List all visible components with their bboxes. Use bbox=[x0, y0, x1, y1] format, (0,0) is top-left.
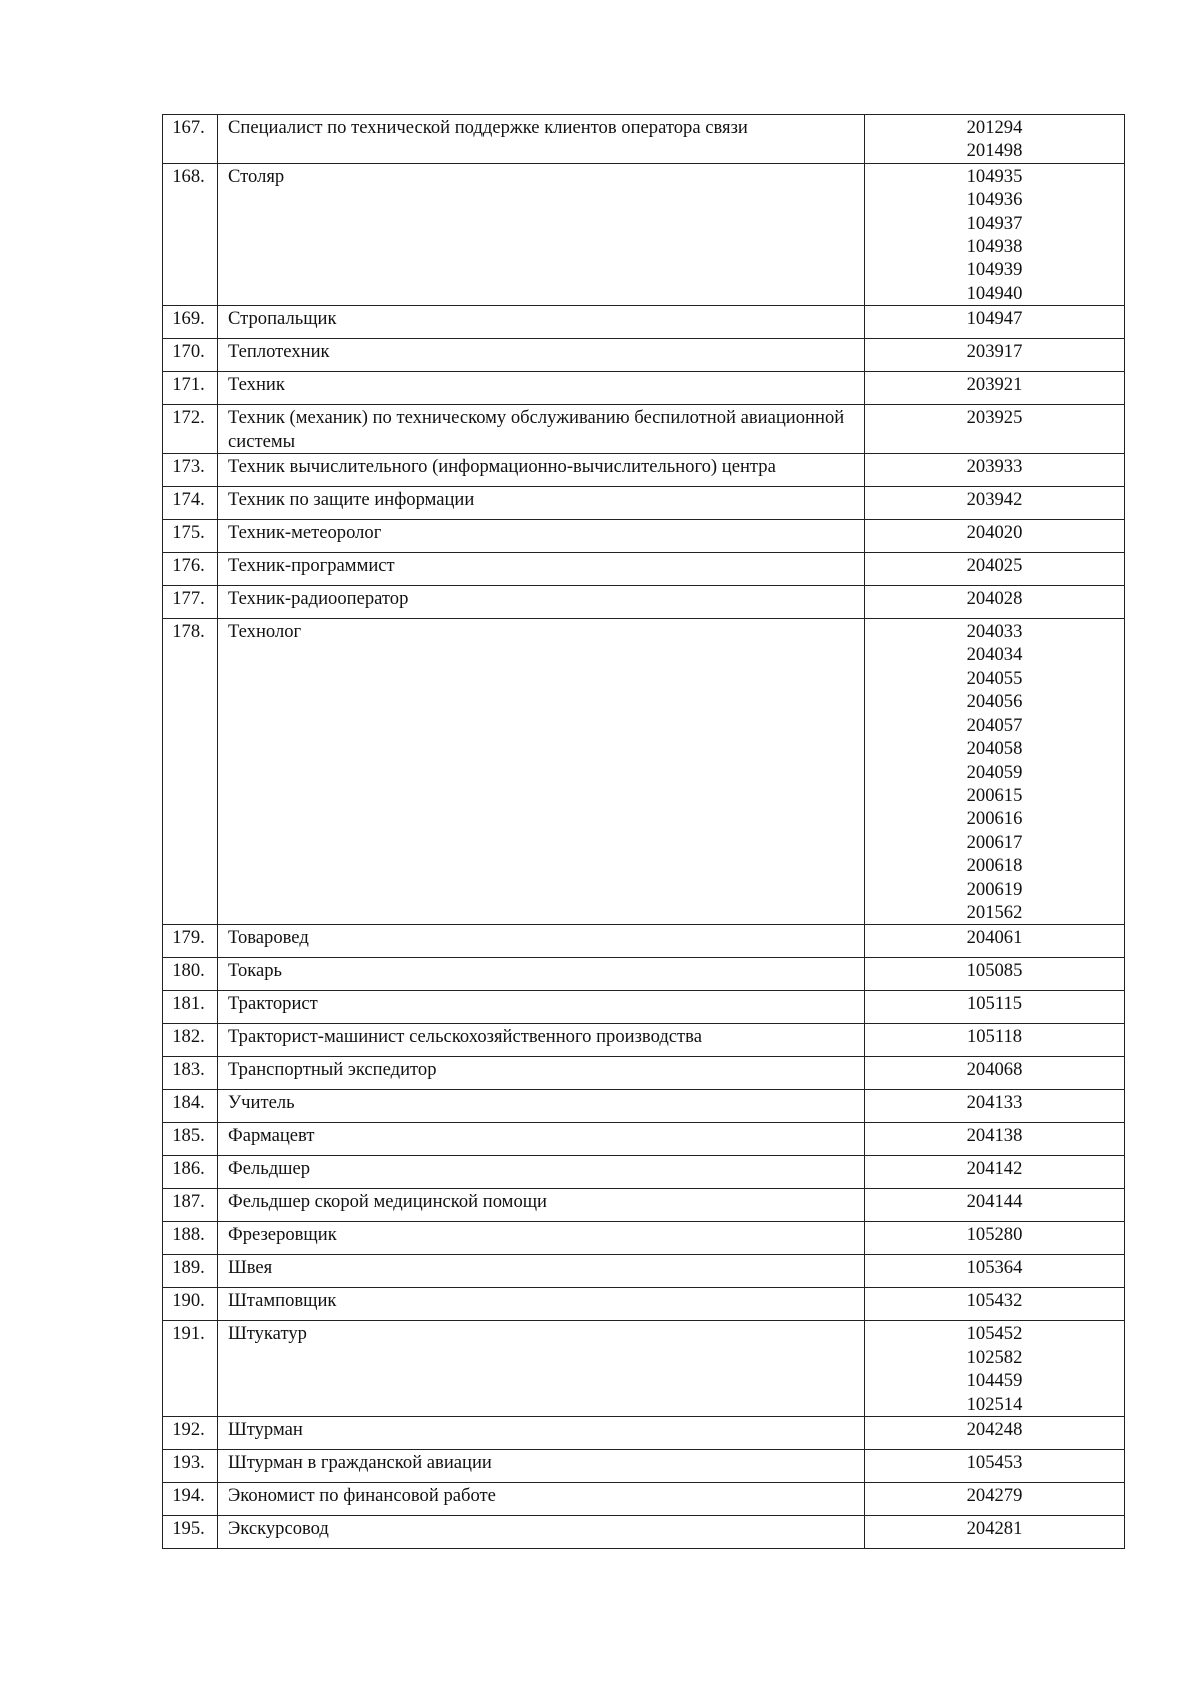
profession-name: Техник bbox=[218, 372, 865, 405]
profession-code: 204028 bbox=[966, 588, 1023, 610]
row-number: 175. bbox=[163, 520, 218, 553]
table-row bbox=[163, 1482, 1125, 1515]
row-number: 183. bbox=[163, 1057, 218, 1090]
professions-table bbox=[162, 114, 1125, 1549]
table-row bbox=[163, 1255, 1125, 1288]
profession-code: 102514 bbox=[966, 1393, 1023, 1415]
table-row bbox=[163, 487, 1125, 520]
profession-code: 104947 bbox=[966, 308, 1023, 330]
profession-name: Штурман bbox=[218, 1416, 865, 1449]
row-number: 182. bbox=[163, 1024, 218, 1057]
profession-name: Фрезеровщик bbox=[218, 1222, 865, 1255]
profession-code: 105115 bbox=[966, 993, 1023, 1015]
profession-code: 104940 bbox=[966, 282, 1023, 304]
profession-code: 200615 bbox=[966, 784, 1023, 806]
table-row bbox=[163, 1123, 1125, 1156]
code-cell bbox=[865, 553, 1125, 586]
profession-name: Техник вычислительного (информационно-вычислительного) центра bbox=[218, 454, 865, 487]
profession-code: 201294 bbox=[966, 117, 1023, 138]
table-row bbox=[163, 553, 1125, 586]
code-cell bbox=[865, 487, 1125, 520]
profession-code: 105280 bbox=[966, 1224, 1023, 1246]
table-row bbox=[163, 1222, 1125, 1255]
profession-name: Теплотехник bbox=[218, 339, 865, 372]
profession-name: Товаровед bbox=[218, 925, 865, 958]
code-cell bbox=[865, 115, 1125, 164]
row-number: 194. bbox=[163, 1482, 218, 1515]
code-cell bbox=[865, 1321, 1125, 1417]
profession-code: 104937 bbox=[966, 212, 1023, 234]
code-cell bbox=[865, 991, 1125, 1024]
row-number: 192. bbox=[163, 1416, 218, 1449]
row-number: 191. bbox=[163, 1321, 218, 1417]
profession-code: 204061 bbox=[966, 927, 1023, 949]
row-number: 169. bbox=[163, 306, 218, 339]
profession-code: 203917 bbox=[966, 341, 1023, 363]
profession-name: Техник-метеоролог bbox=[218, 520, 865, 553]
profession-code: 105118 bbox=[966, 1026, 1023, 1048]
table-row bbox=[163, 405, 1125, 454]
table-row bbox=[163, 1024, 1125, 1057]
code-cell bbox=[865, 1123, 1125, 1156]
table-row bbox=[163, 1515, 1125, 1548]
table-row bbox=[163, 925, 1125, 958]
profession-name: Техник (механик) по техническому обслуживанию беспилотной авиационной системы bbox=[218, 405, 865, 454]
row-number: 179. bbox=[163, 925, 218, 958]
profession-code: 201562 bbox=[966, 901, 1023, 923]
profession-code: 204020 bbox=[966, 522, 1023, 544]
profession-code: 204055 bbox=[966, 667, 1023, 689]
profession-code: 204248 bbox=[966, 1418, 1023, 1440]
code-cell bbox=[865, 339, 1125, 372]
row-number: 178. bbox=[163, 619, 218, 925]
code-cell bbox=[865, 1222, 1125, 1255]
profession-name: Специалист по технической поддержке клиентов оператора связи bbox=[218, 115, 865, 164]
profession-name: Фельдшер скорой медицинской помощи bbox=[218, 1189, 865, 1222]
profession-name: Техник-радиооператор bbox=[218, 586, 865, 619]
row-number: 186. bbox=[163, 1156, 218, 1189]
row-number: 193. bbox=[163, 1449, 218, 1482]
table-row bbox=[163, 115, 1125, 164]
profession-name: Тракторист bbox=[218, 991, 865, 1024]
profession-code: 204056 bbox=[966, 691, 1023, 713]
profession-code: 200616 bbox=[966, 808, 1023, 830]
profession-name: Штурман в гражданской авиации bbox=[218, 1449, 865, 1482]
profession-code: 204068 bbox=[966, 1059, 1023, 1081]
code-cell bbox=[865, 1255, 1125, 1288]
profession-code: 105453 bbox=[966, 1451, 1023, 1473]
row-number: 189. bbox=[163, 1255, 218, 1288]
code-cell bbox=[865, 454, 1125, 487]
profession-code: 204059 bbox=[966, 761, 1023, 783]
profession-name: Фармацевт bbox=[218, 1123, 865, 1156]
profession-code: 204033 bbox=[966, 621, 1023, 643]
profession-code: 204058 bbox=[966, 738, 1023, 760]
table-row bbox=[163, 520, 1125, 553]
profession-name: Фельдшер bbox=[218, 1156, 865, 1189]
table-row bbox=[163, 586, 1125, 619]
table-row bbox=[163, 1288, 1125, 1321]
profession-code: 203921 bbox=[966, 374, 1023, 396]
profession-code: 104938 bbox=[966, 236, 1023, 258]
row-number: 168. bbox=[163, 163, 218, 305]
profession-code: 104936 bbox=[966, 189, 1023, 211]
code-cell bbox=[865, 1482, 1125, 1515]
code-cell bbox=[865, 1189, 1125, 1222]
table-row bbox=[163, 1156, 1125, 1189]
code-cell bbox=[865, 586, 1125, 619]
code-cell bbox=[865, 1288, 1125, 1321]
row-number: 171. bbox=[163, 372, 218, 405]
profession-code: 203942 bbox=[966, 489, 1023, 511]
code-cell bbox=[865, 405, 1125, 454]
profession-code: 204281 bbox=[966, 1517, 1023, 1539]
row-number: 180. bbox=[163, 958, 218, 991]
profession-name: Экономист по финансовой работе bbox=[218, 1482, 865, 1515]
row-number: 184. bbox=[163, 1090, 218, 1123]
profession-code: 204138 bbox=[966, 1125, 1023, 1147]
profession-code: 102582 bbox=[966, 1346, 1023, 1368]
profession-code: 204142 bbox=[966, 1158, 1023, 1180]
row-number: 172. bbox=[163, 405, 218, 454]
row-number: 177. bbox=[163, 586, 218, 619]
profession-name: Токарь bbox=[218, 958, 865, 991]
profession-code: 200617 bbox=[966, 831, 1023, 853]
profession-name: Столяр bbox=[218, 163, 865, 305]
profession-name: Учитель bbox=[218, 1090, 865, 1123]
profession-name: Штамповщик bbox=[218, 1288, 865, 1321]
profession-code: 105364 bbox=[966, 1257, 1023, 1279]
code-cell bbox=[865, 1156, 1125, 1189]
profession-code: 105432 bbox=[966, 1290, 1023, 1312]
profession-code: 201498 bbox=[966, 140, 1023, 162]
profession-code: 204279 bbox=[966, 1484, 1023, 1506]
row-number: 170. bbox=[163, 339, 218, 372]
profession-code: 204144 bbox=[966, 1191, 1023, 1213]
table-row bbox=[163, 372, 1125, 405]
code-cell bbox=[865, 1449, 1125, 1482]
row-number: 181. bbox=[163, 991, 218, 1024]
table-row bbox=[163, 1057, 1125, 1090]
profession-code: 203925 bbox=[966, 407, 1023, 429]
profession-code: 200618 bbox=[966, 855, 1023, 877]
table-row bbox=[163, 1321, 1125, 1417]
row-number: 173. bbox=[163, 454, 218, 487]
profession-name: Техник-программист bbox=[218, 553, 865, 586]
row-number: 185. bbox=[163, 1123, 218, 1156]
code-cell bbox=[865, 1515, 1125, 1548]
profession-name: Техник по защите информации bbox=[218, 487, 865, 520]
profession-code: 204034 bbox=[966, 644, 1023, 666]
profession-code: 200619 bbox=[966, 878, 1023, 900]
profession-name: Тракторист-машинист сельскохозяйственного производства bbox=[218, 1024, 865, 1057]
code-cell bbox=[865, 1090, 1125, 1123]
code-cell bbox=[865, 925, 1125, 958]
table-row bbox=[163, 991, 1125, 1024]
profession-code: 204133 bbox=[966, 1092, 1023, 1114]
row-number: 195. bbox=[163, 1515, 218, 1548]
table-row bbox=[163, 958, 1125, 991]
code-cell bbox=[865, 1024, 1125, 1057]
table-body bbox=[163, 115, 1125, 1549]
profession-code: 105085 bbox=[966, 960, 1023, 982]
profession-name: Транспортный экспедитор bbox=[218, 1057, 865, 1090]
code-cell bbox=[865, 520, 1125, 553]
code-cell bbox=[865, 163, 1125, 305]
code-cell bbox=[865, 1057, 1125, 1090]
profession-code: 105452 bbox=[966, 1323, 1023, 1345]
profession-name: Экскурсовод bbox=[218, 1515, 865, 1548]
table-row bbox=[163, 1090, 1125, 1123]
profession-code: 104459 bbox=[966, 1370, 1023, 1392]
row-number: 174. bbox=[163, 487, 218, 520]
profession-code: 204025 bbox=[966, 555, 1023, 577]
profession-name: Стропальщик bbox=[218, 306, 865, 339]
code-cell bbox=[865, 1416, 1125, 1449]
profession-name: Штукатур bbox=[218, 1321, 865, 1417]
code-cell bbox=[865, 958, 1125, 991]
table-row bbox=[163, 306, 1125, 339]
profession-name: Технолог bbox=[218, 619, 865, 925]
profession-name: Швея bbox=[218, 1255, 865, 1288]
table-row bbox=[163, 163, 1125, 305]
table-row bbox=[163, 619, 1125, 925]
table-row bbox=[163, 339, 1125, 372]
profession-code: 104935 bbox=[966, 165, 1023, 187]
code-cell bbox=[865, 372, 1125, 405]
row-number: 176. bbox=[163, 553, 218, 586]
code-cell bbox=[865, 619, 1125, 925]
table-row bbox=[163, 454, 1125, 487]
profession-code: 104939 bbox=[966, 259, 1023, 281]
code-cell bbox=[865, 306, 1125, 339]
row-number: 187. bbox=[163, 1189, 218, 1222]
table-row bbox=[163, 1449, 1125, 1482]
profession-code: 203933 bbox=[966, 456, 1023, 478]
row-number: 188. bbox=[163, 1222, 218, 1255]
row-number: 190. bbox=[163, 1288, 218, 1321]
table-row bbox=[163, 1189, 1125, 1222]
row-number: 167. bbox=[163, 115, 218, 164]
table-row bbox=[163, 1416, 1125, 1449]
profession-code: 204057 bbox=[966, 714, 1023, 736]
